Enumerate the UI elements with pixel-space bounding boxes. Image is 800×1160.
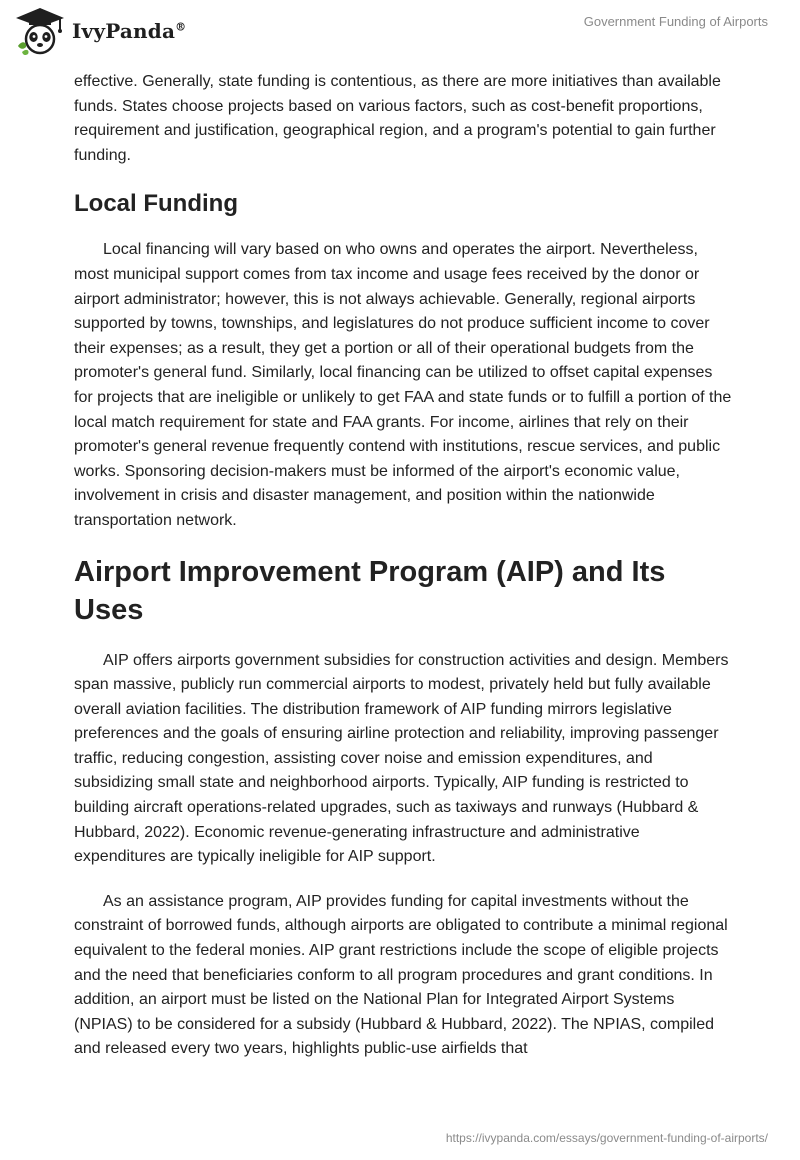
heading-aip-uses: Airport Improvement Program (AIP) and Its Uses: [74, 555, 666, 626]
document-title: Government Funding of Airports: [583, 14, 768, 29]
paragraph-local-funding: Local financing will vary based on who owns and operates the airport. Nevertheless, most municipal support comes from tax income and usage fees received by the donor or airport administrator; however, this is not always achievable. Generally, regional airports supported by towns, townships, and legislatures do not produce sufficient income to cover their expenses; as a result, they get a portion or all of their operational budgets from the promoter's general fund. Similarly, local financing can be utilized to offset capital expenses for projects that are ineligible or unlikely to get FAA and state funds or to fulfill a portion of the local match requirement for state and FAA grants. For income, airlines that rely on their promoter's general revenue frequently contend with institutions, rescue services, and public works. Sponsoring decision-makers must be informed of the airport's economic value, involvement in crisis and disaster management, and position within the nationwide transportation network.: [74, 241, 732, 529]
panda-graduate-icon: [14, 6, 66, 56]
source-url[interactable]: https://ivypanda.com/essays/government-funding-of-airports/: [445, 1131, 768, 1145]
heading-local-funding: Local Funding: [74, 190, 238, 218]
paragraph-state-funding-continued: effective. Generally, state funding is contentious, as there are more initiatives than available funds. States choose projects based on various factors, such as cost-benefit proportions, requirement and justification, geographical region, and a program's potential to gain further funding.: [74, 73, 721, 164]
page-header: [0, 0, 800, 62]
ivypanda-logo[interactable]: [14, 6, 186, 56]
brand-name: IvyPanda®: [72, 19, 187, 43]
paragraph-aip-overview: AIP offers airports government subsidies for construction activities and design. Members span massive, publicly run commercial airports to modest, privately held but fully available overall aviation facilities. The distribution framework of AIP funding mirrors legislative preferences and the goals of ensuring airline protection and reliability, improving passenger traffic, reducing congestion, assisting cover noise and emission expenditures, and subsidizing small state and neighborhood airports. Typically, AIP funding is restricted to building aircraft operations-related upgrades, such as taxiways and runways (Hubbard & Hubbard, 2022). Economic revenue-generating infrastructure and administrative expenditures are typically ineligible for AIP support.: [74, 651, 729, 866]
paragraph-aip-assistance: As an assistance program, AIP provides funding for capital investments without the constraint of borrowed funds, although airports are obligated to contribute a minimal regional equivalent to the federal monies. AIP grant restrictions include the scope of eligible projects and the need that beneficiaries conform to all program procedures and grant conditions. In addition, an airport must be listed on the National Plan for Integrated Airport Systems (NPIAS) to be considered for a subsidy (Hubbard & Hubbard, 2022). The NPIAS, compiled and released every two years, highlights public-use airfields that: [74, 892, 728, 1058]
essay-body: [74, 70, 734, 1062]
